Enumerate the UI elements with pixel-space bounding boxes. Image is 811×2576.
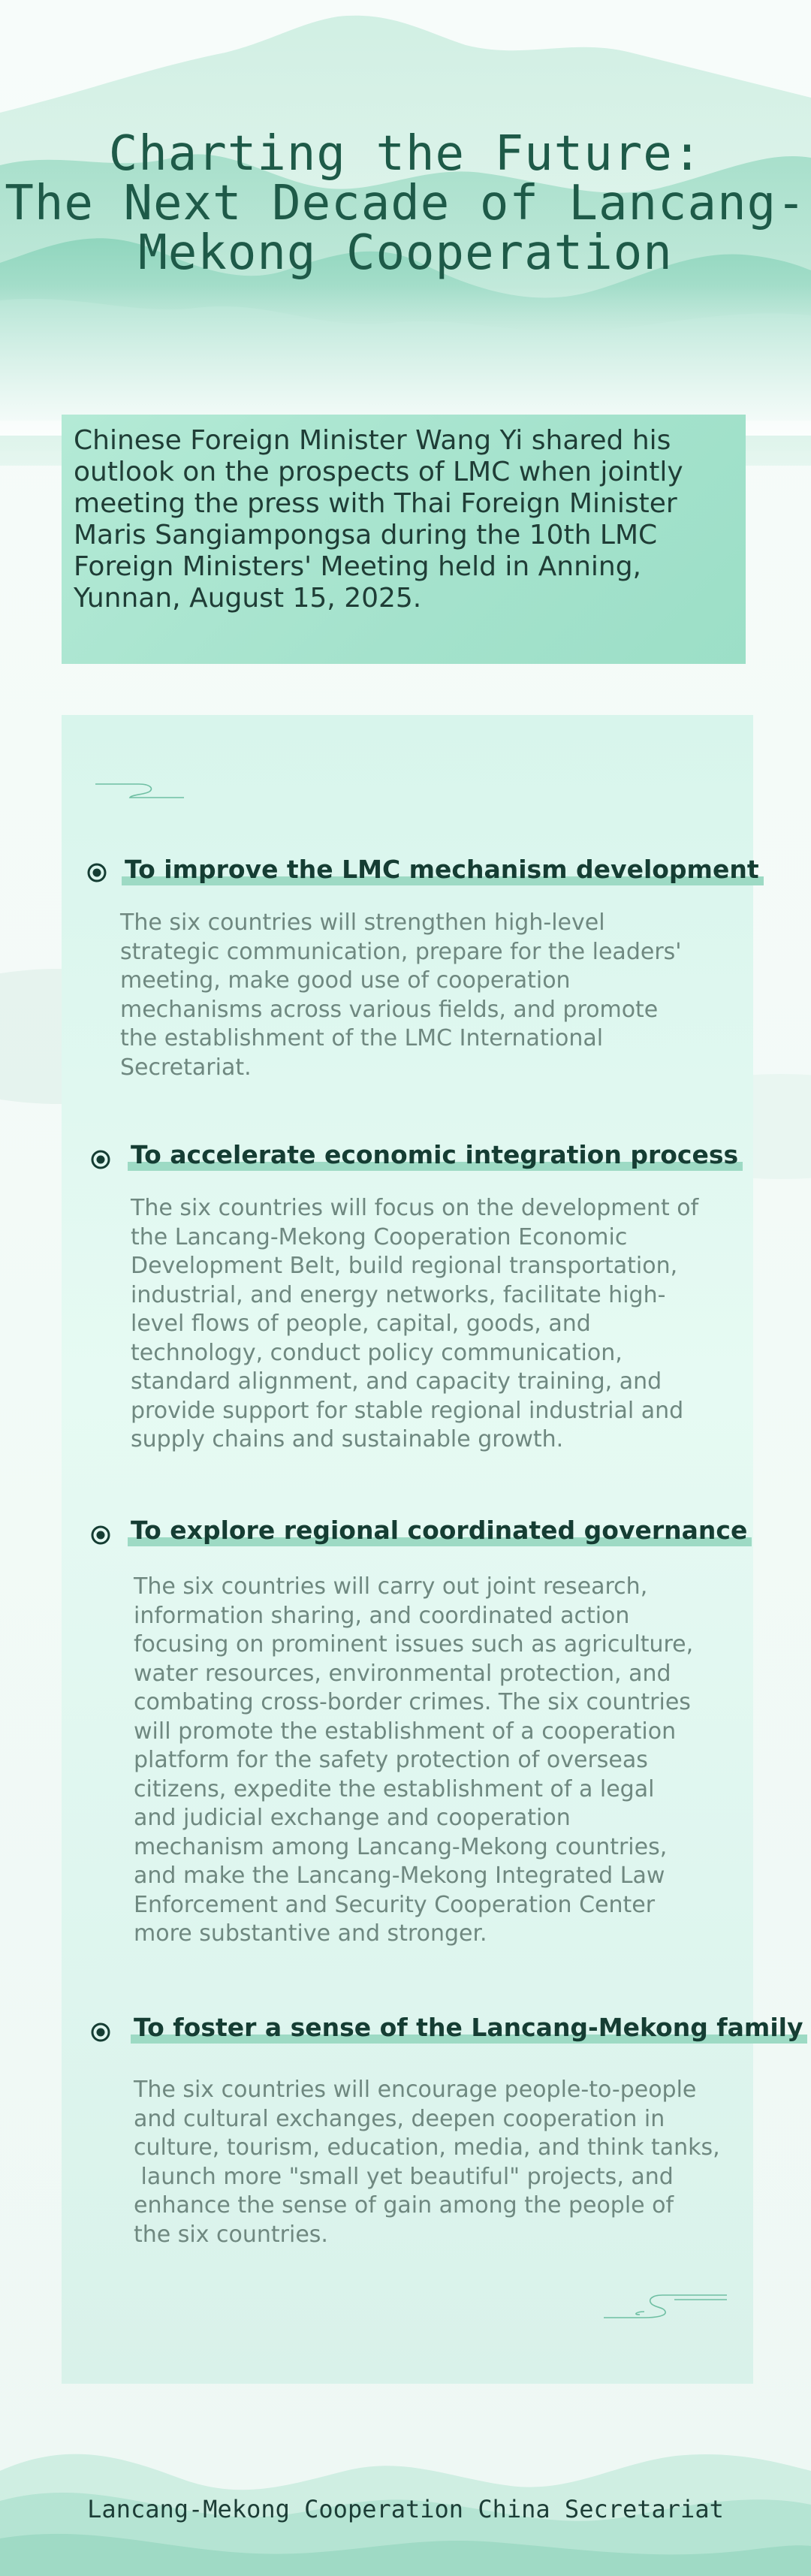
body-line: enhance the sense of gain among the people of [134, 2192, 674, 2219]
section-heading-text: To improve the LMC mechanism development [125, 855, 759, 884]
body-line: The six countries will focus on the development of [131, 1195, 699, 1221]
body-line: mechanisms across various fields, and promote [120, 996, 659, 1023]
intro-line: Chinese Foreign Minister Wang Yi shared his [74, 425, 671, 456]
intro-text [74, 425, 734, 614]
intro-line: Maris Sangiampongsa during the 10th LMC [74, 520, 658, 550]
body-line: the establishment of the LMC International [120, 1025, 604, 1051]
section-body [134, 2076, 720, 2249]
section-body [131, 1194, 698, 1455]
body-line: and judicial exchange and cooperation [134, 1805, 571, 1831]
body-line: supply chains and sustainable growth. [131, 1426, 564, 1452]
section-heading-text: To accelerate economic integration process [131, 1140, 739, 1169]
page-title [0, 126, 811, 281]
body-line: The six countries will carry out joint research, [134, 1573, 648, 1600]
body-line: meeting, make good use of cooperation [120, 967, 571, 994]
body-line: technology, conduct policy communication, [131, 1339, 623, 1366]
body-line: launch more "small yet beautiful" projects, and [134, 2163, 674, 2190]
intro-line: Foreign Ministers' Meeting held in Anning, [74, 551, 641, 582]
body-line: will promote the establishment of a cooperation [134, 1718, 677, 1745]
body-line: The six countries will strengthen high-level [120, 909, 605, 936]
section-heading [134, 2013, 803, 2042]
body-line: platform for the safety protection of overseas [134, 1747, 648, 1773]
body-line: provide support for stable regional industrial and [131, 1397, 684, 1424]
bullet-circle-icon [86, 862, 107, 883]
bullet-circle-icon [90, 2022, 111, 2043]
body-line: focusing on prominent issues such as agriculture, [134, 1631, 694, 1658]
section-heading-text: To foster a sense of the Lancang-Mekong family [134, 2013, 803, 2042]
intro-line: outlook on the prospects of LMC when jointly [74, 457, 683, 487]
body-line: level flows of people, capital, goods, and [131, 1311, 591, 1337]
body-line: the six countries. [134, 2221, 328, 2248]
body-line: and cultural exchanges, deepen cooperation in [134, 2105, 665, 2132]
title-line: Mekong Cooperation [138, 225, 673, 281]
section-heading-text: To explore regional coordinated governance [131, 1516, 748, 1545]
body-line: combating cross-border crimes. The six countries [134, 1689, 691, 1715]
section-body [134, 1573, 693, 1949]
body-line: Secretariat. [120, 1054, 252, 1081]
intro-line: meeting the press with Thai Foreign Minister [74, 488, 677, 519]
body-line: water resources, environmental protection, and [134, 1660, 671, 1687]
section-body [120, 909, 682, 1082]
section-heading [131, 1140, 738, 1169]
body-line: standard alignment, and capacity training, and [131, 1368, 662, 1395]
section-heading [131, 1516, 747, 1545]
body-line: more substantive and stronger. [134, 1920, 487, 1947]
title-line: The Next Decade of Lancang- [5, 176, 806, 231]
footer-credit: Lancang-Mekong Cooperation China Secretariat [87, 2495, 724, 2523]
body-line: industrial, and energy networks, facilitate high- [131, 1281, 666, 1308]
bullet-circle-icon [90, 1149, 111, 1170]
body-line: mechanism among Lancang-Mekong countries, [134, 1833, 668, 1860]
body-line: Enforcement and Security Cooperation Center [134, 1891, 656, 1918]
cloud-ornament-icon [94, 778, 191, 801]
intro-line: Yunnan, August 15, 2025. [74, 583, 422, 614]
body-line: and make the Lancang-Mekong Integrated Law [134, 1863, 665, 1889]
section-heading [125, 855, 759, 884]
title-line: Charting the Future: [108, 126, 703, 182]
body-line: strategic communication, prepare for the leaders' [120, 938, 682, 965]
body-line: the Lancang-Mekong Cooperation Economic [131, 1223, 628, 1250]
body-line: Development Belt, build regional transportation, [131, 1253, 678, 1279]
body-line: The six countries will encourage people-to-people [134, 2077, 697, 2103]
body-line: culture, tourism, education, media, and think tanks, [134, 2134, 720, 2161]
cloud-ornament-icon [602, 2289, 730, 2325]
body-line: information sharing, and coordinated action [134, 1602, 630, 1629]
bullet-circle-icon [90, 1525, 111, 1546]
body-line: citizens, expedite the establishment of a legal [134, 1775, 655, 1802]
